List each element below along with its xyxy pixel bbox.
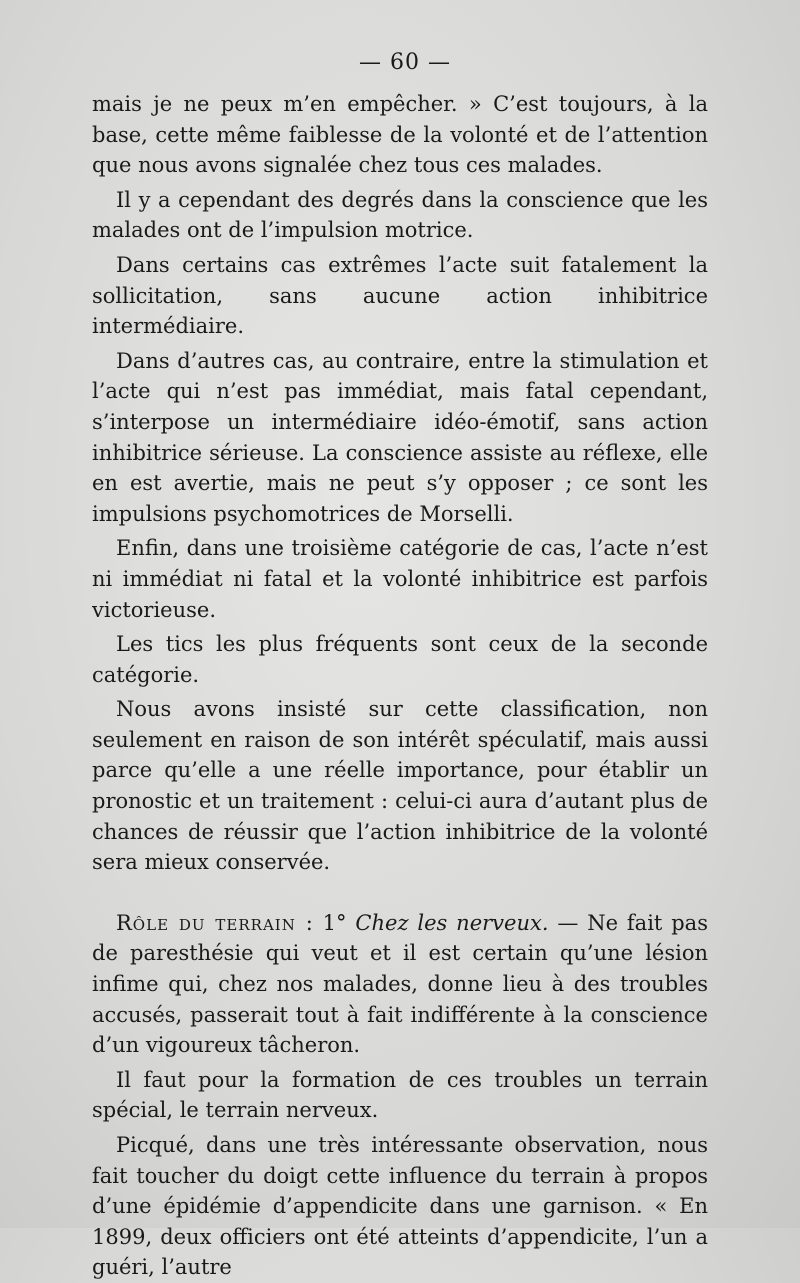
paragraph: Il y a cependant des degrés dans la conscience que les malades ont de l’impulsion motrice. bbox=[92, 187, 708, 243]
section-subheading: Chez les nerveux. bbox=[355, 910, 549, 935]
paragraph: Les tics les plus fréquents sont ceux de la seconde catégorie. bbox=[92, 632, 708, 687]
paragraph: Il faut pour la formation de ces troubles un terrain spécial, le terrain nerveux. bbox=[92, 1067, 708, 1123]
paragraph: mais je ne peux m’en empêcher. » C’est toujours, à la base, cette même faiblesse de la volonté et de l’attention que nous avons signalée chez tous ces malades. bbox=[92, 92, 708, 178]
paragraph: Enfin, dans une troisième catégorie de cas, l’acte n’est ni immédiat ni fatal et la volonté inhibitrice est parfois victorieuse. bbox=[92, 536, 708, 622]
section-heading: Rôle du terrain : bbox=[116, 910, 314, 935]
section-number: 1° bbox=[322, 910, 347, 935]
paragraph: Dans certains cas extrêmes l’acte suit fatalement la sollicitation, sans aucune action inhibitrice intermédiaire. bbox=[92, 252, 708, 339]
paragraph: Picqué, dans une très intéressante observation, nous fait toucher du doigt cette influence du terrain à propos d’une épidémie d’appendicite dans une garnison. « En 1899, deux officiers ont été atteints d’appendicite, l’un a guéri, l’autre bbox=[92, 1133, 708, 1280]
paragraph: Nous avons insisté sur cette classification, non seulement en raison de son intérêt spéculatif, mais aussi parce qu’elle a une réelle importance, pour établir un pronostic et un traitement : celui-ci aura d’autant plus de chances de réussir que l’action inhibitrice de la volonté sera mieux conservée. bbox=[92, 697, 708, 875]
section-text: — Ne fait pas de paresthésie qui veut et il est certain qu’une lésion infime qui, chez nos malades, donne lieu à des troubles accusés, passerait tout à fait indifférente à la conscience d’un vigoureux tâcheron. bbox=[92, 910, 708, 1058]
paragraph: Dans d’autres cas, au contraire, entre la stimulation et l’acte qui n’est pas immédiat, mais fatal cependant, s’interpose un intermédiaire idéo-émotif, sans action inhibitrice sérieuse. La conscience assiste au réflexe, elle en est avertie, mais ne peut s’y opposer ; ce sont les impulsions psychomotrices de Morselli. bbox=[92, 348, 708, 526]
page-number: — 60 — bbox=[359, 50, 451, 75]
body-text bbox=[92, 89, 708, 1283]
section-paragraph bbox=[92, 908, 708, 1061]
